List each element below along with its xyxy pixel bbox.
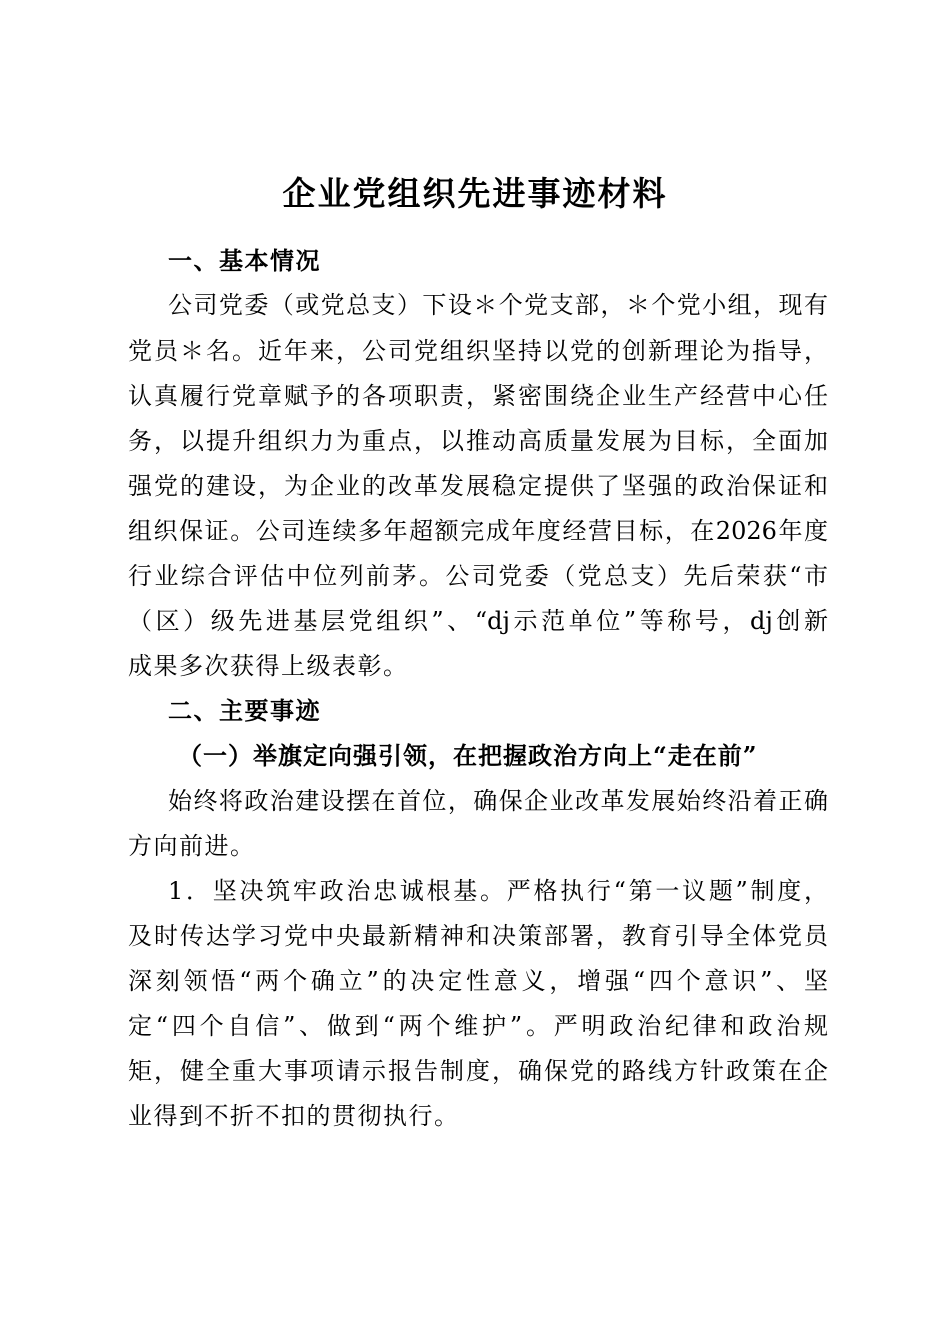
section-heading-basic-info: 一、基本情况 [168, 246, 321, 275]
paragraph-line: （区）级先进基层党组织”、“dj示范单位”等称号，dj创新 [128, 607, 828, 635]
paragraph-line: 始终将政治建设摆在首位，确保企业改革发展始终沿着正确 [168, 787, 828, 815]
subsection-heading: （一）举旗定向强引领，在把握政治方向上“走在前” [178, 741, 758, 770]
paragraph-line: 深刻领悟“两个确立”的决定性意义，增强“四个意识”、坚 [128, 967, 828, 995]
paragraph-line: 定“四个自信”、做到“两个维护”。严明政治纪律和政治规 [128, 1012, 828, 1040]
paragraph-line: 行业综合评估中位列前茅。公司党委（党总支）先后荣获“市 [128, 562, 828, 590]
paragraph-line: 业得到不折不扣的贯彻执行。 [128, 1102, 460, 1130]
paragraph-line: 1．坚决筑牢政治忠诚根基。严格执行“第一议题”制度， [168, 877, 828, 905]
paragraph-line: 成果多次获得上级表彰。 [128, 652, 409, 680]
paragraph-line: 方向前进。 [128, 832, 256, 860]
paragraph-line: 矩，健全重大事项请示报告制度，确保党的路线方针政策在企 [128, 1057, 828, 1085]
section-heading-main-deeds: 二、主要事迹 [168, 696, 321, 725]
paragraph-line: 组织保证。公司连续多年超额完成年度经营目标，在2026年度 [128, 517, 828, 545]
document-title: 企业党组织先进事迹材料 [282, 174, 668, 213]
paragraph-line: 公司党委（或党总支）下设＊个党支部，＊个党小组，现有 [168, 291, 828, 319]
paragraph-line: 认真履行党章赋予的各项职责，紧密围绕企业生产经营中心任 [128, 382, 828, 410]
paragraph-line: 强党的建设，为企业的改革发展稳定提供了坚强的政治保证和 [128, 472, 828, 500]
paragraph-line: 党员＊名。近年来，公司党组织坚持以党的创新理论为指导， [128, 337, 828, 365]
paragraph-line: 及时传达学习党中央最新精神和决策部署，教育引导全体党员 [128, 922, 828, 950]
paragraph-line: 务，以提升组织力为重点，以推动高质量发展为目标，全面加 [128, 427, 828, 455]
